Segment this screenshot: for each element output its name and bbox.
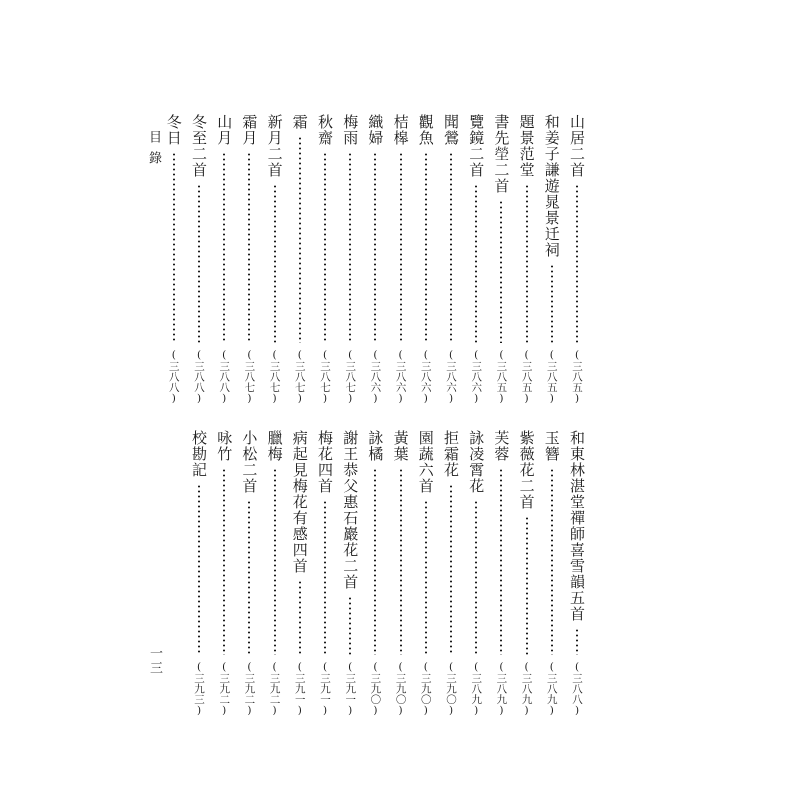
entry-page-number: (三八五) <box>495 348 508 404</box>
entry-title: 山居二首 <box>568 114 586 178</box>
entry-title: 覽鏡二首 <box>467 114 486 178</box>
entry-page-number: (三九〇) <box>369 660 382 716</box>
entry-page-number: (三八八) <box>193 348 205 404</box>
toc-column-lower <box>416 430 436 716</box>
toc-column-upper <box>491 114 511 404</box>
entry-title: 梅花四首 <box>316 430 334 494</box>
toc-column-upper <box>365 114 385 404</box>
entry-page-number: (三八八) <box>218 348 231 404</box>
entry-title: 玉簪 <box>542 430 561 462</box>
entry-title: 園蔬六首 <box>416 430 435 494</box>
entry-page-number: (三九〇) <box>419 660 432 716</box>
dot-leader <box>576 184 578 343</box>
entry-page-number: (三九二) <box>268 660 281 716</box>
dot-leader <box>526 516 528 655</box>
entry-title: 秋齋 <box>316 114 334 146</box>
toc-column-upper <box>391 114 411 404</box>
entry-page-number: (三八六) <box>394 348 407 404</box>
dot-leader <box>198 184 200 343</box>
entry-title: 小松二首 <box>240 430 259 494</box>
entry-page-number: (三九一) <box>293 660 306 716</box>
entry-title: 聞鶯 <box>442 114 460 146</box>
dot-leader <box>349 152 351 343</box>
dot-leader <box>349 596 351 655</box>
entry-page-number: (三八九) <box>520 660 533 716</box>
entry-page-number: (三八八) <box>167 348 180 404</box>
dot-leader <box>526 184 528 343</box>
entry-page-number: (三九〇) <box>394 660 407 716</box>
entry-page-number: (三八七) <box>344 348 357 404</box>
toc-column-lower <box>239 430 259 716</box>
entry-page-number: (三九〇) <box>445 660 457 716</box>
toc-column-lower <box>315 430 335 716</box>
dot-leader <box>248 500 250 655</box>
entry-page-number: (三八五) <box>545 348 558 404</box>
running-head: 目錄 <box>146 130 161 172</box>
entry-title: 題景范堂 <box>517 114 536 178</box>
toc-column-upper <box>567 114 587 404</box>
entry-title: 臘梅 <box>265 430 284 462</box>
entry-page-number: (三九二) <box>243 660 256 716</box>
entry-title: 謝王恭父惠石巖花二首 <box>341 430 360 590</box>
dot-leader <box>374 468 376 655</box>
dot-leader <box>400 468 402 655</box>
entry-title: 織婦 <box>366 114 385 146</box>
entry-page-number: (三八六) <box>369 348 382 404</box>
toc-column-lower <box>441 430 461 716</box>
entry-title: 和東林湛堂禪師喜雪韻五首 <box>568 430 586 622</box>
entry-page-number: (三八九) <box>545 660 558 716</box>
toc-column-upper <box>265 114 285 404</box>
toc-column-upper <box>239 114 259 404</box>
dot-leader <box>551 264 553 343</box>
dot-leader <box>450 484 452 655</box>
dot-leader <box>374 152 376 343</box>
toc-column-lower <box>365 430 385 716</box>
toc-column-lower <box>265 430 285 716</box>
toc-column-upper <box>315 114 335 404</box>
dot-leader <box>248 152 250 343</box>
entry-title: 梅雨 <box>341 114 360 146</box>
entry-page-number: (三九三) <box>193 660 205 716</box>
entry-title: 拒霜花 <box>442 430 460 478</box>
entry-title: 黃葉 <box>391 430 410 462</box>
dot-leader <box>324 500 326 655</box>
dot-leader <box>475 500 477 655</box>
entry-title: 咏竹 <box>215 430 234 462</box>
dot-leader <box>274 184 276 343</box>
dot-leader <box>198 484 200 655</box>
dot-leader <box>500 200 502 343</box>
toc-column-lower <box>340 430 360 716</box>
entry-title: 和姜子謙遊晁景迁祠 <box>542 114 561 258</box>
entry-page-number: (三八六) <box>445 348 457 404</box>
entry-page-number: (三八七) <box>319 348 331 404</box>
toc-column-upper <box>340 114 360 404</box>
toc-column-lower <box>391 430 411 716</box>
toc-column-upper <box>290 114 310 404</box>
dot-leader <box>299 580 301 655</box>
dot-leader <box>551 468 553 655</box>
entry-page-number: (三八八) <box>571 660 583 716</box>
toc-column-upper <box>189 114 209 404</box>
dot-leader <box>299 136 301 343</box>
toc-column-lower <box>189 430 209 716</box>
dot-leader <box>425 500 427 655</box>
dot-leader <box>475 184 477 343</box>
toc-column-lower <box>491 430 511 716</box>
entry-page-number: (三八九) <box>495 660 508 716</box>
entry-title: 詠橘 <box>366 430 385 462</box>
entry-title: 病起見梅花有感四首 <box>290 430 309 574</box>
toc-column-upper <box>416 114 436 404</box>
entry-page-number: (三九一) <box>344 660 357 716</box>
entry-title: 山月 <box>215 114 234 146</box>
dot-leader <box>400 152 402 343</box>
entry-title: 霜 <box>290 114 309 130</box>
entry-page-number: (三八七) <box>268 348 281 404</box>
entry-title: 冬日 <box>164 114 183 146</box>
entry-page-number: (三八七) <box>293 348 306 404</box>
entry-title: 冬至二首 <box>190 114 208 178</box>
toc-column-upper <box>164 114 184 404</box>
toc-column-upper <box>441 114 461 404</box>
toc-column-lower <box>567 430 587 716</box>
entry-title: 桔槔 <box>391 114 410 146</box>
dot-leader <box>576 628 578 655</box>
entry-page-number: (三九一) <box>319 660 331 716</box>
dot-leader <box>274 468 276 655</box>
dot-leader <box>223 152 225 343</box>
toc-column-lower <box>466 430 486 716</box>
entry-title: 詠凌霄花 <box>467 430 486 494</box>
dot-leader <box>223 468 225 655</box>
toc-column-upper <box>466 114 486 404</box>
entry-title: 紫薇花二首 <box>517 430 536 510</box>
entry-page-number: (三八九) <box>470 660 483 716</box>
entry-title: 芙蓉 <box>492 430 511 462</box>
entry-page-number: (三八六) <box>470 348 483 404</box>
dot-leader <box>450 152 452 343</box>
entry-page-number: (三九二) <box>218 660 231 716</box>
toc-column-lower <box>517 430 537 716</box>
dot-leader <box>425 152 427 343</box>
toc-column-lower <box>214 430 234 716</box>
toc-column-upper <box>214 114 234 404</box>
toc-column-upper <box>517 114 537 404</box>
entry-title: 校勘記 <box>190 430 208 478</box>
entry-title: 新月二首 <box>265 114 284 178</box>
entry-title: 書先塋二首 <box>492 114 511 194</box>
entry-page-number: (三八七) <box>243 348 256 404</box>
entry-page-number: (三八五) <box>571 348 583 404</box>
entry-title: 霜月 <box>240 114 259 146</box>
dot-leader <box>173 152 175 343</box>
toc-column-lower <box>290 430 310 716</box>
page-number: 一三 <box>147 646 162 676</box>
dot-leader <box>324 152 326 343</box>
entry-title: 觀魚 <box>416 114 435 146</box>
toc-column-lower <box>542 430 562 716</box>
toc-column-upper <box>542 114 562 404</box>
entry-page-number: (三八六) <box>419 348 432 404</box>
entry-page-number: (三八五) <box>520 348 533 404</box>
dot-leader <box>500 468 502 655</box>
